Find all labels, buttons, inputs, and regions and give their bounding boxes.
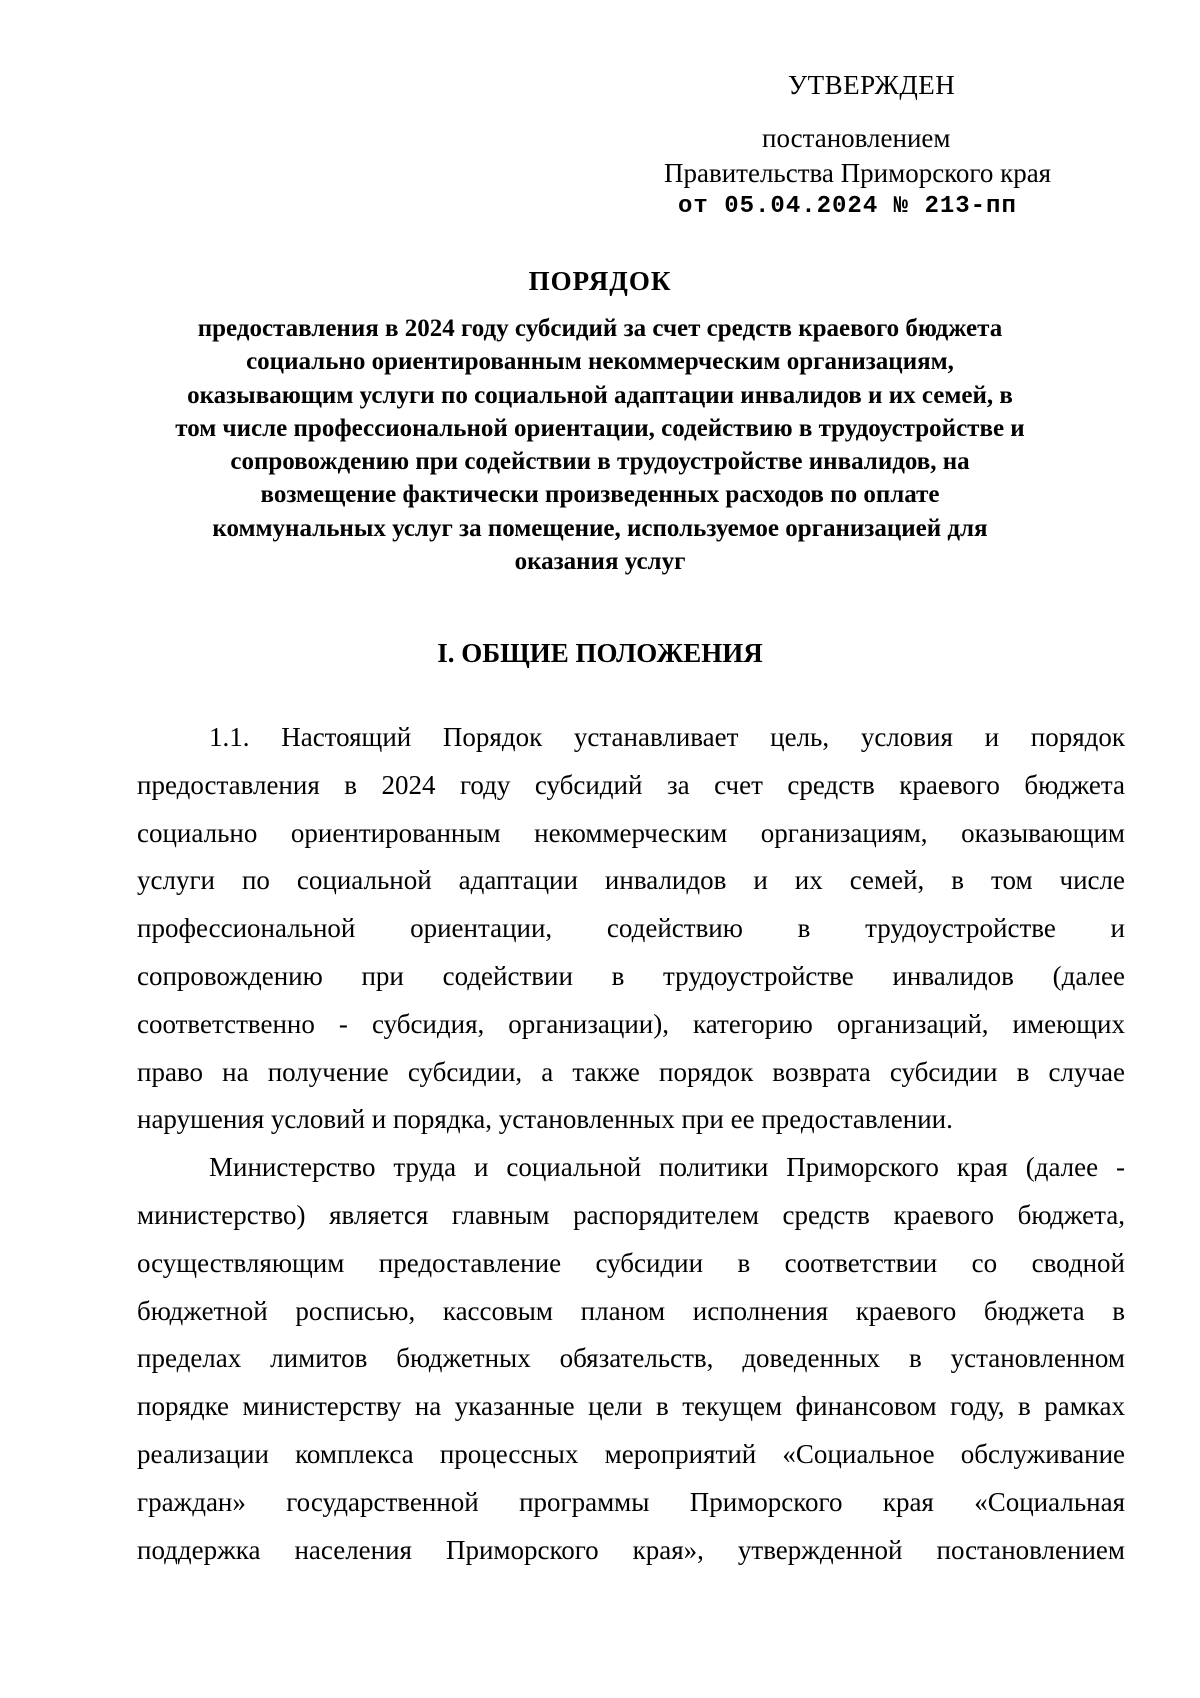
text-line: профессиональной ориентации, содействию в трудоустройстве и (137, 913, 1125, 944)
text-line: право на получение субсидии, а также порядок возврата субсидии в случае (137, 1056, 1125, 1087)
text-line: социально ориентированным некоммерческим организациям, оказывающим (137, 817, 1125, 848)
text-line: нарушения условий и порядка, установленных при ее предоставлении. (137, 1104, 953, 1135)
subtitle-line: предоставления в 2024 году субсидий за счет средств краевого бюджета (197, 315, 1003, 342)
text-line: Министерство труда и социальной политики Приморского края (далее - (209, 1152, 1125, 1183)
text-line: пределах лимитов бюджетных обязательств, доведенных в установленном (137, 1343, 1125, 1374)
document-title-block (100, 264, 1100, 578)
text-line: поддержка населения Приморского края», утвержденной постановлением (137, 1534, 1125, 1565)
paragraph-2 (137, 1144, 1125, 1574)
subtitle-line: социально ориентированным некоммерческим организациям, (246, 348, 954, 376)
text-line: осуществляющим предоставление субсидии в соответствии со сводной (137, 1247, 1125, 1278)
text-line: министерство) является главным распорядителем средств краевого бюджета, (137, 1199, 1125, 1230)
document-subtitle (100, 312, 1100, 578)
subtitle-line: оказывающим услуги по социальной адаптации инвалидов и их семей, в (187, 381, 1013, 409)
subtitle-line: возмещение фактически произведенных расходов по оплате (260, 481, 940, 509)
section-heading: I. ОБЩИЕ ПОЛОЖЕНИЯ (437, 638, 763, 668)
subtitle-line: том числе профессиональной ориентации, содействию в трудоустройстве и (175, 414, 1025, 442)
subtitle-line: сопровождению при содействии в трудоустройстве инвалидов, на (230, 448, 970, 476)
document-body (137, 714, 1125, 1574)
text-line: соответственно - субсидия, организации), категорию организаций, имеющих (137, 1008, 1125, 1039)
text-line: бюджетной росписью, кассовым планом исполнения краевого бюджета в (137, 1295, 1125, 1326)
text-line: услуги по социальной адаптации инвалидов и их семей, в том числе (137, 865, 1125, 896)
resolution-number: от 05.04.2024 № 213-пп (678, 193, 1017, 220)
text-line: сопровождению при содействии в трудоустройстве инвалидов (далее (137, 960, 1125, 991)
text-line: предоставления в 2024 году субсидий за счет средств краевого бюджета (137, 769, 1125, 800)
text-line: порядке министерству на указанные цели в текущем финансовом году, в рамках (137, 1391, 1125, 1422)
text-line: граждан» государственной программы Приморского края «Социальная (137, 1486, 1125, 1517)
paragraph-1 (137, 714, 1125, 1144)
approved-label: УТВЕРЖДЕН (788, 70, 956, 100)
subtitle-line: коммунальных услуг за помещение, используемое организацией для (212, 514, 988, 542)
government-name: Правительства Приморского края (664, 158, 1052, 188)
approved-by-label: постановлением (762, 123, 951, 153)
text-line: 1.1. Настоящий Порядок устанавливает цель, условия и порядок (209, 722, 1125, 752)
subtitle-line: оказания услуг (514, 548, 686, 576)
text-line: реализации комплекса процессных мероприятий «Социальное обслуживание (137, 1438, 1125, 1469)
document-title: ПОРЯДОК (528, 266, 672, 296)
